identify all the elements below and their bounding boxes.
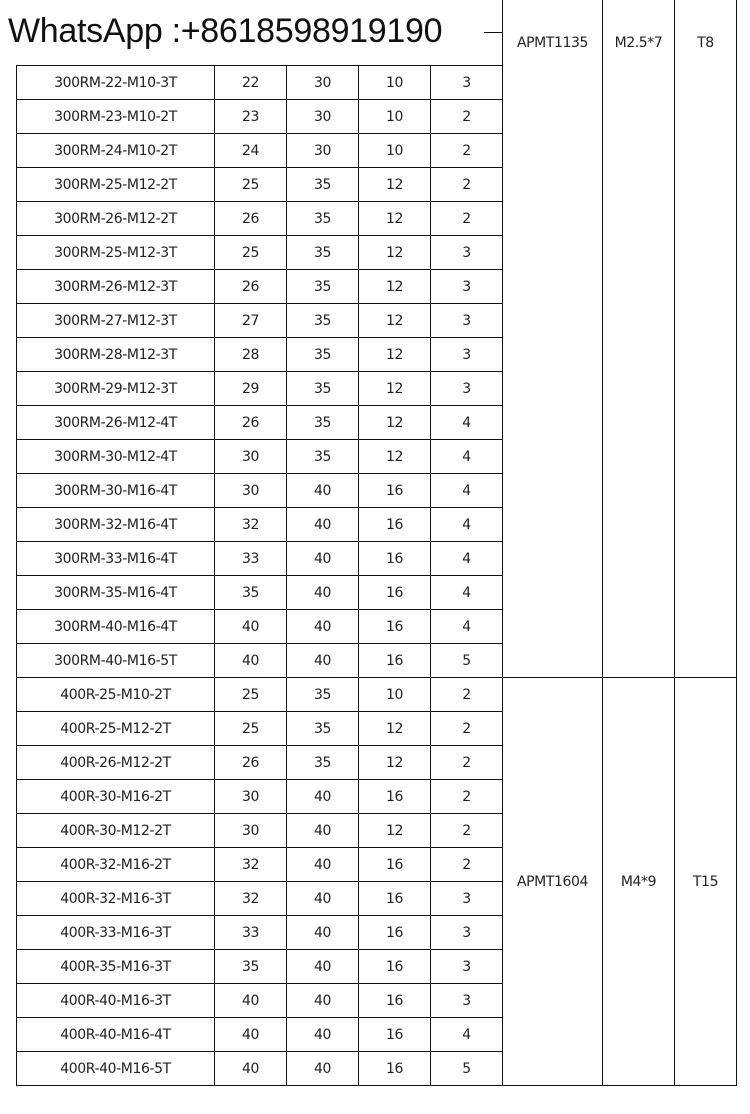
d-cell: 22: [215, 66, 287, 100]
m-cell: 16: [359, 916, 431, 950]
m-cell: 16: [359, 882, 431, 916]
m-cell: 10: [359, 134, 431, 168]
z-cell: 2: [431, 814, 503, 848]
d-cell: 35: [215, 950, 287, 984]
d1-cell: 40: [287, 610, 359, 644]
d1-cell: 30: [287, 100, 359, 134]
model-cell: 400R-35-M16-3T: [17, 950, 215, 984]
d1-cell: 35: [287, 746, 359, 780]
model-cell: 400R-30-M12-2T: [17, 814, 215, 848]
z-cell: 2: [431, 678, 503, 712]
model-cell: 400R-32-M16-3T: [17, 882, 215, 916]
m-cell: 12: [359, 372, 431, 406]
z-cell: 2: [431, 168, 503, 202]
d1-cell: 40: [287, 542, 359, 576]
d1-cell: 40: [287, 508, 359, 542]
d-cell: 23: [215, 100, 287, 134]
z-cell: 3: [431, 882, 503, 916]
m-cell: 16: [359, 644, 431, 678]
model-cell: 300RM-30-M16-4T: [17, 474, 215, 508]
z-cell: 3: [431, 916, 503, 950]
d1-cell: 30: [287, 134, 359, 168]
whatsapp-watermark: WhatsApp :+8618598919190: [8, 6, 446, 56]
m-cell: 16: [359, 1052, 431, 1086]
d-cell: 30: [215, 474, 287, 508]
d-cell: 26: [215, 270, 287, 304]
m-cell: 16: [359, 474, 431, 508]
model-cell: 300RM-24-M10-2T: [17, 134, 215, 168]
model-cell: 400R-33-M16-3T: [17, 916, 215, 950]
z-cell: 2: [431, 848, 503, 882]
model-cell: 300RM-33-M16-4T: [17, 542, 215, 576]
screw-cell-group-1: M2.5*7: [603, 0, 675, 678]
d1-cell: 40: [287, 984, 359, 1018]
d1-cell: 35: [287, 270, 359, 304]
d-cell: 30: [215, 780, 287, 814]
m-cell: 12: [359, 440, 431, 474]
d-cell: 30: [215, 440, 287, 474]
d1-cell: 35: [287, 338, 359, 372]
m-cell: 10: [359, 66, 431, 100]
spec-table-body: [17, 0, 737, 1086]
m-cell: 10: [359, 100, 431, 134]
model-cell: 300RM-28-M12-3T: [17, 338, 215, 372]
z-cell: 2: [431, 712, 503, 746]
d1-cell: 35: [287, 168, 359, 202]
d-cell: 29: [215, 372, 287, 406]
m-cell: 16: [359, 1018, 431, 1052]
z-cell: 2: [431, 202, 503, 236]
model-cell: 300RM-35-M16-4T: [17, 576, 215, 610]
d1-cell: 40: [287, 474, 359, 508]
z-cell: 5: [431, 644, 503, 678]
model-cell: 300RM-23-M10-2T: [17, 100, 215, 134]
m-cell: 12: [359, 168, 431, 202]
d-cell: 40: [215, 644, 287, 678]
z-cell: 3: [431, 236, 503, 270]
z-cell: 3: [431, 66, 503, 100]
model-cell: 400R-40-M16-3T: [17, 984, 215, 1018]
z-cell: 4: [431, 1018, 503, 1052]
d1-cell: 40: [287, 780, 359, 814]
d1-cell: 40: [287, 848, 359, 882]
d-cell: 28: [215, 338, 287, 372]
d-cell: 25: [215, 678, 287, 712]
model-cell: 400R-26-M12-2T: [17, 746, 215, 780]
model-cell: 300RM-27-M12-3T: [17, 304, 215, 338]
m-cell: 16: [359, 984, 431, 1018]
z-cell: 4: [431, 610, 503, 644]
model-cell: 300RM-40-M16-4T: [17, 610, 215, 644]
z-cell: 2: [431, 134, 503, 168]
d-cell: 30: [215, 814, 287, 848]
model-cell: 300RM-32-M16-4T: [17, 508, 215, 542]
m-cell: 16: [359, 780, 431, 814]
z-cell: 3: [431, 270, 503, 304]
model-cell: 400R-40-M16-4T: [17, 1018, 215, 1052]
d1-cell: 35: [287, 678, 359, 712]
d1-cell: 35: [287, 202, 359, 236]
model-cell: 300RM-25-M12-3T: [17, 236, 215, 270]
model-cell: 400R-40-M16-5T: [17, 1052, 215, 1086]
z-cell: 3: [431, 950, 503, 984]
d1-cell: 40: [287, 576, 359, 610]
d-cell: 33: [215, 916, 287, 950]
d-cell: 40: [215, 984, 287, 1018]
d1-cell: 40: [287, 882, 359, 916]
table-row: [17, 678, 737, 712]
model-cell: 300RM-26-M12-4T: [17, 406, 215, 440]
z-cell: 3: [431, 338, 503, 372]
d1-cell: 30: [287, 66, 359, 100]
model-cell: 400R-25-M12-2T: [17, 712, 215, 746]
d-cell: 26: [215, 406, 287, 440]
z-cell: 3: [431, 984, 503, 1018]
z-cell: 2: [431, 100, 503, 134]
d-cell: 25: [215, 236, 287, 270]
m-cell: 12: [359, 814, 431, 848]
d1-cell: 35: [287, 406, 359, 440]
model-cell: 300RM-40-M16-5T: [17, 644, 215, 678]
m-cell: 16: [359, 542, 431, 576]
m-cell: 10: [359, 678, 431, 712]
z-cell: 2: [431, 746, 503, 780]
model-cell: 400R-30-M16-2T: [17, 780, 215, 814]
z-cell: 4: [431, 542, 503, 576]
d1-cell: 40: [287, 1052, 359, 1086]
watermark-divider: [484, 32, 502, 33]
d1-cell: 35: [287, 440, 359, 474]
d-cell: 25: [215, 712, 287, 746]
insert-cell-group-2: APMT1604: [503, 678, 603, 1086]
z-cell: 4: [431, 508, 503, 542]
d-cell: 35: [215, 576, 287, 610]
d-cell: 26: [215, 202, 287, 236]
d1-cell: 40: [287, 950, 359, 984]
d-cell: 40: [215, 1052, 287, 1086]
z-cell: 3: [431, 372, 503, 406]
m-cell: 16: [359, 950, 431, 984]
m-cell: 12: [359, 406, 431, 440]
d1-cell: 40: [287, 814, 359, 848]
z-cell: 4: [431, 440, 503, 474]
model-cell: 300RM-22-M10-3T: [17, 66, 215, 100]
insert-cell-group-1: APMT1135: [503, 0, 603, 678]
wrench-cell-group-1: T8: [675, 0, 737, 678]
d-cell: 27: [215, 304, 287, 338]
model-cell: 300RM-29-M12-3T: [17, 372, 215, 406]
spec-table: [16, 0, 737, 1086]
m-cell: 12: [359, 304, 431, 338]
m-cell: 12: [359, 270, 431, 304]
d-cell: 33: [215, 542, 287, 576]
d1-cell: 35: [287, 304, 359, 338]
m-cell: 16: [359, 848, 431, 882]
z-cell: 3: [431, 304, 503, 338]
d1-cell: 40: [287, 916, 359, 950]
z-cell: 4: [431, 474, 503, 508]
d-cell: 24: [215, 134, 287, 168]
model-cell: 400R-32-M16-2T: [17, 848, 215, 882]
z-cell: 2: [431, 780, 503, 814]
m-cell: 12: [359, 712, 431, 746]
m-cell: 12: [359, 202, 431, 236]
model-cell: 300RM-25-M12-2T: [17, 168, 215, 202]
m-cell: 16: [359, 508, 431, 542]
d-cell: 40: [215, 1018, 287, 1052]
d1-cell: 40: [287, 644, 359, 678]
model-cell: 300RM-30-M12-4T: [17, 440, 215, 474]
z-cell: 5: [431, 1052, 503, 1086]
d-cell: 26: [215, 746, 287, 780]
d-cell: 32: [215, 882, 287, 916]
wrench-cell-group-2: T15: [675, 678, 737, 1086]
m-cell: 12: [359, 746, 431, 780]
d-cell: 25: [215, 168, 287, 202]
m-cell: 16: [359, 610, 431, 644]
m-cell: 12: [359, 236, 431, 270]
screw-cell-group-2: M4*9: [603, 678, 675, 1086]
m-cell: 16: [359, 576, 431, 610]
d-cell: 40: [215, 610, 287, 644]
z-cell: 4: [431, 406, 503, 440]
d1-cell: 35: [287, 372, 359, 406]
z-cell: 4: [431, 576, 503, 610]
d1-cell: 40: [287, 1018, 359, 1052]
d-cell: 32: [215, 508, 287, 542]
m-cell: 12: [359, 338, 431, 372]
d1-cell: 35: [287, 712, 359, 746]
d-cell: 32: [215, 848, 287, 882]
model-cell: 300RM-26-M12-2T: [17, 202, 215, 236]
model-cell: 300RM-26-M12-3T: [17, 270, 215, 304]
model-cell: 400R-25-M10-2T: [17, 678, 215, 712]
d1-cell: 35: [287, 236, 359, 270]
